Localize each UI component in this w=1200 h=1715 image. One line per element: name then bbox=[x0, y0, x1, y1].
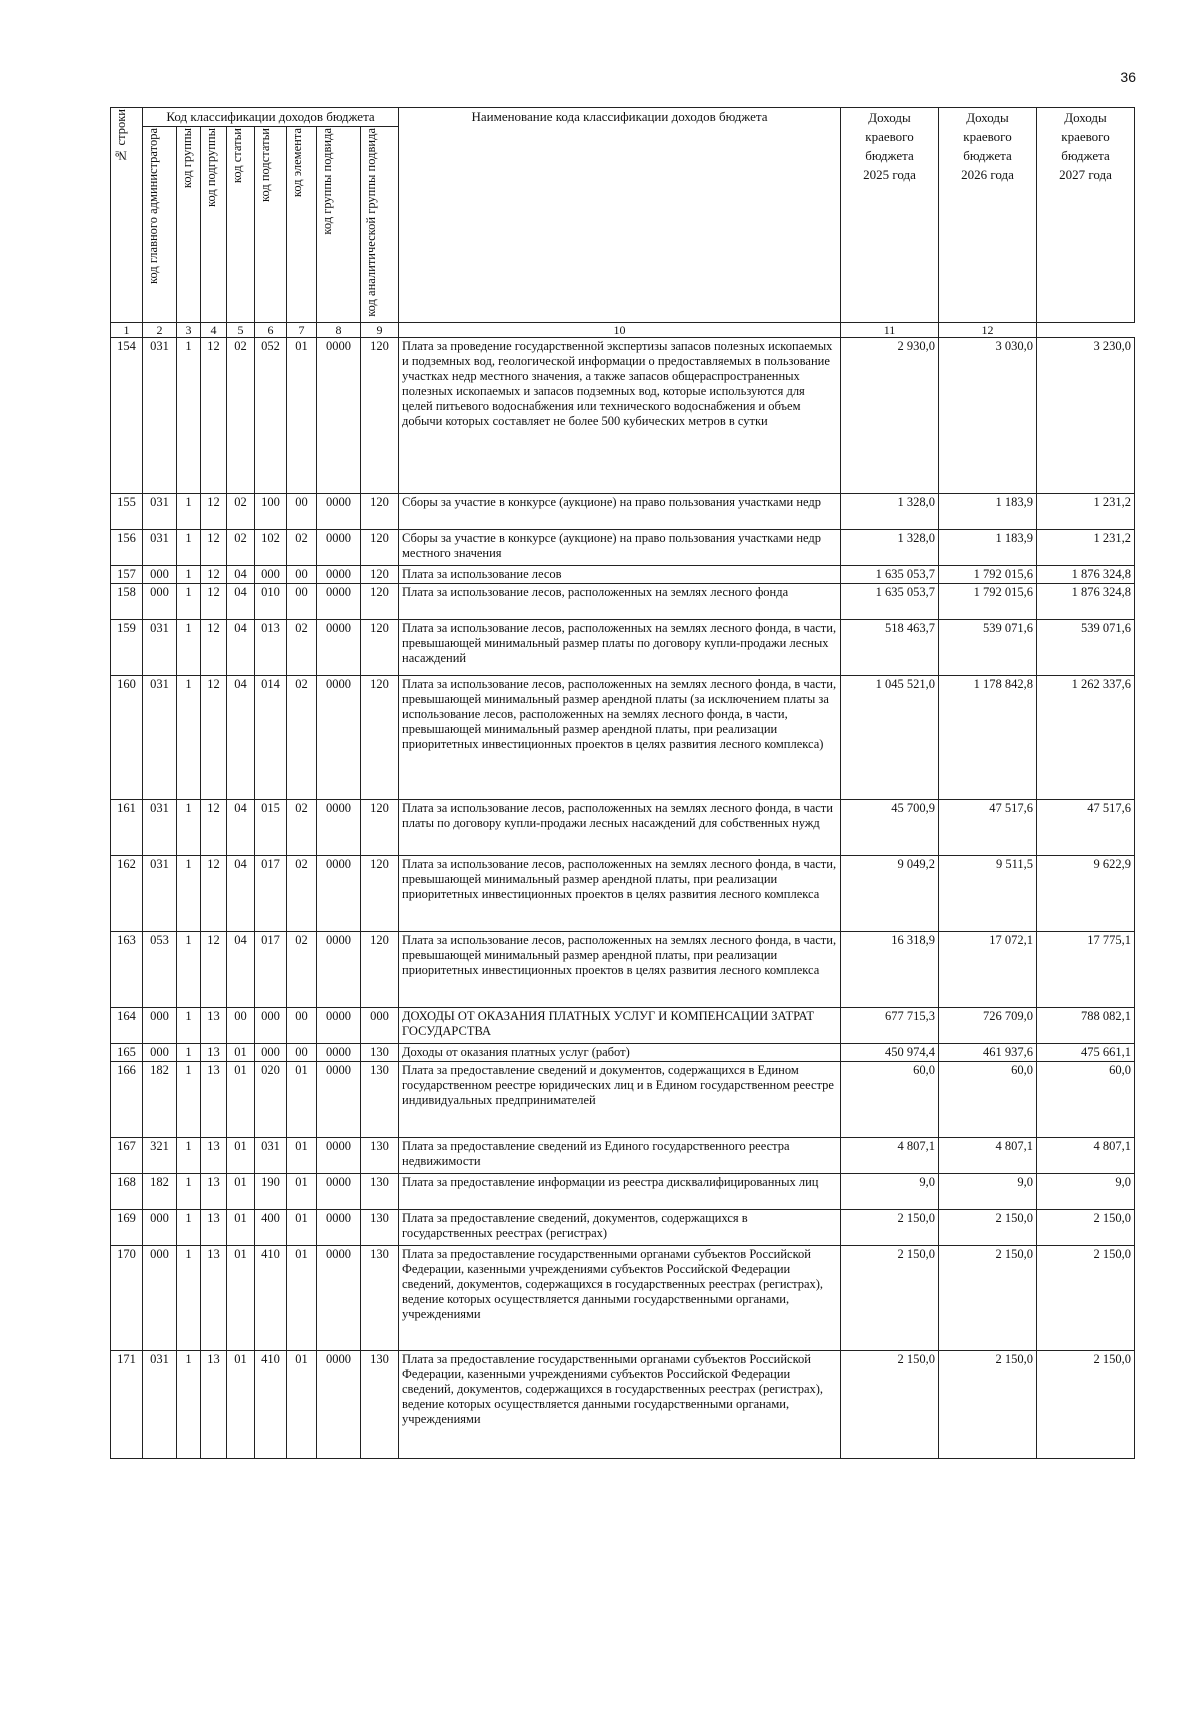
column-number: 10 bbox=[399, 322, 841, 337]
article-code-cell: 01 bbox=[227, 1062, 255, 1138]
subarticle-code-cell: 000 bbox=[255, 1044, 287, 1062]
subarticle-code-cell: 014 bbox=[255, 676, 287, 800]
subarticle-code-cell: 020 bbox=[255, 1062, 287, 1138]
analytic-group-code-cell: 120 bbox=[361, 856, 399, 932]
article-code-cell: 04 bbox=[227, 932, 255, 1008]
element-code-cell: 00 bbox=[287, 584, 317, 620]
row-number-cell: 157 bbox=[111, 566, 143, 584]
subarticle-code-cell: 017 bbox=[255, 932, 287, 1008]
revenue-name-cell: Плата за использование лесов, расположенных на землях лесного фонда, в части, превышающей минимальный размер платы по договору купли-продажи лесных насаждений bbox=[399, 620, 841, 676]
revenue-2025-cell: 1 635 053,7 bbox=[841, 566, 939, 584]
revenue-2027-cell: 1 876 324,8 bbox=[1037, 566, 1135, 584]
table-row bbox=[111, 1062, 1135, 1138]
header-year-2025: Доходы краевого бюджета 2025 года bbox=[841, 108, 939, 323]
revenue-2027-cell: 9 622,9 bbox=[1037, 856, 1135, 932]
revenue-name-cell: Плата за использование лесов, расположенных на землях лесного фонда bbox=[399, 584, 841, 620]
subtype-group-code-cell: 0000 bbox=[317, 338, 361, 494]
row-number-cell: 166 bbox=[111, 1062, 143, 1138]
revenue-name-cell: Плата за предоставление сведений и документов, содержащихся в Едином государственном реестре юридических лиц и в Едином государственном реестре индивидуальных предпринимателей bbox=[399, 1062, 841, 1138]
revenue-2027-cell: 1 231,2 bbox=[1037, 494, 1135, 530]
revenue-2026-cell: 47 517,6 bbox=[939, 800, 1037, 856]
group-code-cell: 1 bbox=[177, 932, 201, 1008]
column-number: 5 bbox=[227, 322, 255, 337]
element-code-cell: 00 bbox=[287, 1044, 317, 1062]
column-number: 4 bbox=[201, 322, 227, 337]
header-code-group: Код классификации доходов бюджета bbox=[143, 108, 399, 127]
group-code-cell: 1 bbox=[177, 530, 201, 566]
revenue-2026-cell: 17 072,1 bbox=[939, 932, 1037, 1008]
element-code-cell: 00 bbox=[287, 494, 317, 530]
revenue-name-cell: Плата за проведение государственной экспертизы запасов полезных ископаемых и подземных вод, геологической информации о предоставляемых в пользование участках недр местного значения, а также запасов общераспространенных полезных ископаемых и запасов подземных вод, которые используются для целей питьевого водоснабжения или технического водоснабжения и объем добычи которых составляет не более 500 кубических метров в сутки bbox=[399, 338, 841, 494]
revenue-2027-cell: 1 876 324,8 bbox=[1037, 584, 1135, 620]
analytic-group-code-cell: 000 bbox=[361, 1008, 399, 1044]
revenue-name-cell: Сборы за участие в конкурсе (аукционе) на право пользования участками недр местного значения bbox=[399, 530, 841, 566]
subgroup-code-cell: 13 bbox=[201, 1138, 227, 1174]
element-code-cell: 01 bbox=[287, 1246, 317, 1351]
row-number-cell: 159 bbox=[111, 620, 143, 676]
revenue-name-cell: Плата за предоставление государственными органами субъектов Российской Федерации, казенными учреждениями субъектов Российской Федерации сведений, документов, содержащихся в государственных реестрах (регистрах), ведение которых осуществляется данными государственными органами, учреждениями bbox=[399, 1351, 841, 1459]
column-number: 3 bbox=[177, 322, 201, 337]
element-code-cell: 01 bbox=[287, 338, 317, 494]
revenue-name-cell: Сборы за участие в конкурсе (аукционе) на право пользования участками недр bbox=[399, 494, 841, 530]
article-code-cell: 01 bbox=[227, 1138, 255, 1174]
element-code-cell: 02 bbox=[287, 856, 317, 932]
group-code-cell: 1 bbox=[177, 1138, 201, 1174]
table-row bbox=[111, 1174, 1135, 1210]
revenue-2027-cell: 2 150,0 bbox=[1037, 1246, 1135, 1351]
revenue-2026-cell: 2 150,0 bbox=[939, 1351, 1037, 1459]
element-code-cell: 02 bbox=[287, 932, 317, 1008]
revenue-2026-cell: 2 150,0 bbox=[939, 1246, 1037, 1351]
analytic-group-code-cell: 130 bbox=[361, 1174, 399, 1210]
table-row bbox=[111, 1246, 1135, 1351]
revenue-2026-cell: 726 709,0 bbox=[939, 1008, 1037, 1044]
revenue-2026-cell: 1 183,9 bbox=[939, 530, 1037, 566]
revenue-2027-cell: 2 150,0 bbox=[1037, 1210, 1135, 1246]
row-number-cell: 158 bbox=[111, 584, 143, 620]
subtype-group-code-cell: 0000 bbox=[317, 932, 361, 1008]
subtype-group-code-cell: 0000 bbox=[317, 584, 361, 620]
element-code-cell: 01 bbox=[287, 1210, 317, 1246]
revenue-2025-cell: 1 328,0 bbox=[841, 494, 939, 530]
row-number-cell: 164 bbox=[111, 1008, 143, 1044]
revenue-2025-cell: 677 715,3 bbox=[841, 1008, 939, 1044]
admin-code-cell: 000 bbox=[143, 566, 177, 584]
revenue-name-cell: Плата за использование лесов, расположенных на землях лесного фонда, в части, превышающей минимальный размер арендной платы (за исключением платы за использование лесов, расположенных на землях лесного фонда, в части, превышающей минимальный размер арендной платы, при реализации приоритетных инвестиционных проектов в целях развития лесного комплекса) bbox=[399, 676, 841, 800]
revenue-2025-cell: 1 635 053,7 bbox=[841, 584, 939, 620]
revenue-name-cell: Плата за использование лесов, расположенных на землях лесного фонда, в части платы по договору купли-продажи лесных насаждений для собственных нужд bbox=[399, 800, 841, 856]
revenue-2025-cell: 60,0 bbox=[841, 1062, 939, 1138]
row-number-cell: 170 bbox=[111, 1246, 143, 1351]
element-code-cell: 01 bbox=[287, 1174, 317, 1210]
group-code-cell: 1 bbox=[177, 1174, 201, 1210]
revenue-name-cell: Плата за предоставление информации из реестра дисквалифицированных лиц bbox=[399, 1174, 841, 1210]
admin-code-cell: 000 bbox=[143, 1008, 177, 1044]
row-number-cell: 165 bbox=[111, 1044, 143, 1062]
page-number: 36 bbox=[1120, 69, 1136, 85]
article-code-cell: 04 bbox=[227, 566, 255, 584]
row-number-cell: 167 bbox=[111, 1138, 143, 1174]
revenue-2027-cell: 539 071,6 bbox=[1037, 620, 1135, 676]
element-code-cell: 02 bbox=[287, 530, 317, 566]
admin-code-cell: 031 bbox=[143, 676, 177, 800]
admin-code-cell: 182 bbox=[143, 1174, 177, 1210]
column-number: 7 bbox=[287, 322, 317, 337]
subarticle-code-cell: 000 bbox=[255, 1008, 287, 1044]
article-code-cell: 02 bbox=[227, 338, 255, 494]
row-number-cell: 163 bbox=[111, 932, 143, 1008]
revenue-2025-cell: 4 807,1 bbox=[841, 1138, 939, 1174]
revenue-name-cell: Плата за предоставление государственными органами субъектов Российской Федерации, казенными учреждениями субъектов Российской Федерации сведений, документов, содержащихся в государственных реестрах (регистрах), ведение которых осуществляется данными государственными органами, учреждениями bbox=[399, 1246, 841, 1351]
revenue-2025-cell: 9 049,2 bbox=[841, 856, 939, 932]
header-admin-code: код главного администратора bbox=[143, 127, 177, 323]
subtype-group-code-cell: 0000 bbox=[317, 800, 361, 856]
revenue-2027-cell: 475 661,1 bbox=[1037, 1044, 1135, 1062]
analytic-group-code-cell: 120 bbox=[361, 566, 399, 584]
header-subtype-group-code: код группы подвида bbox=[317, 127, 361, 323]
header-article-code: код статьи bbox=[227, 127, 255, 323]
subgroup-code-cell: 13 bbox=[201, 1351, 227, 1459]
revenue-name-cell: Плата за использование лесов, расположенных на землях лесного фонда, в части, превышающей минимальный размер арендной платы, при реализации приоритетных инвестиционных проектов в целях развития лесного комплекса bbox=[399, 932, 841, 1008]
table-row bbox=[111, 1138, 1135, 1174]
table-row bbox=[111, 620, 1135, 676]
subtype-group-code-cell: 0000 bbox=[317, 1351, 361, 1459]
article-code-cell: 01 bbox=[227, 1351, 255, 1459]
subarticle-code-cell: 015 bbox=[255, 800, 287, 856]
table-row bbox=[111, 856, 1135, 932]
column-number: 6 bbox=[255, 322, 287, 337]
article-code-cell: 04 bbox=[227, 584, 255, 620]
subgroup-code-cell: 13 bbox=[201, 1210, 227, 1246]
subgroup-code-cell: 12 bbox=[201, 338, 227, 494]
subgroup-code-cell: 12 bbox=[201, 620, 227, 676]
group-code-cell: 1 bbox=[177, 800, 201, 856]
analytic-group-code-cell: 130 bbox=[361, 1246, 399, 1351]
revenue-2025-cell: 16 318,9 bbox=[841, 932, 939, 1008]
revenue-name-cell: Плата за использование лесов, расположенных на землях лесного фонда, в части, превышающей минимальный размер арендной платы, при реализации приоритетных инвестиционных проектов в целях развития лесного комплекса bbox=[399, 856, 841, 932]
analytic-group-code-cell: 120 bbox=[361, 530, 399, 566]
revenue-2025-cell: 2 150,0 bbox=[841, 1246, 939, 1351]
row-number-cell: 168 bbox=[111, 1174, 143, 1210]
element-code-cell: 02 bbox=[287, 676, 317, 800]
revenue-name-cell: Доходы от оказания платных услуг (работ) bbox=[399, 1044, 841, 1062]
subtype-group-code-cell: 0000 bbox=[317, 1246, 361, 1351]
row-number-cell: 154 bbox=[111, 338, 143, 494]
table-row bbox=[111, 1044, 1135, 1062]
row-number-cell: 171 bbox=[111, 1351, 143, 1459]
table-row bbox=[111, 1008, 1135, 1044]
element-code-cell: 00 bbox=[287, 566, 317, 584]
column-number: 9 bbox=[361, 322, 399, 337]
column-number-row bbox=[111, 322, 1135, 337]
revenue-2027-cell: 17 775,1 bbox=[1037, 932, 1135, 1008]
subtype-group-code-cell: 0000 bbox=[317, 620, 361, 676]
revenue-2025-cell: 1 045 521,0 bbox=[841, 676, 939, 800]
budget-revenue-table bbox=[110, 107, 1135, 1459]
table-row bbox=[111, 1351, 1135, 1459]
revenue-2027-cell: 4 807,1 bbox=[1037, 1138, 1135, 1174]
admin-code-cell: 000 bbox=[143, 1246, 177, 1351]
article-code-cell: 00 bbox=[227, 1008, 255, 1044]
table-body bbox=[111, 338, 1135, 1459]
revenue-name-cell: Плата за предоставление сведений из Единого государственного реестра недвижимости bbox=[399, 1138, 841, 1174]
element-code-cell: 01 bbox=[287, 1138, 317, 1174]
subgroup-code-cell: 12 bbox=[201, 584, 227, 620]
subgroup-code-cell: 13 bbox=[201, 1062, 227, 1138]
analytic-group-code-cell: 130 bbox=[361, 1044, 399, 1062]
article-code-cell: 01 bbox=[227, 1044, 255, 1062]
table-row bbox=[111, 338, 1135, 494]
analytic-group-code-cell: 130 bbox=[361, 1062, 399, 1138]
table-row bbox=[111, 566, 1135, 584]
table-row bbox=[111, 932, 1135, 1008]
group-code-cell: 1 bbox=[177, 1351, 201, 1459]
admin-code-cell: 182 bbox=[143, 1062, 177, 1138]
column-number: 8 bbox=[317, 322, 361, 337]
subtype-group-code-cell: 0000 bbox=[317, 676, 361, 800]
subtype-group-code-cell: 0000 bbox=[317, 1044, 361, 1062]
revenue-2026-cell: 461 937,6 bbox=[939, 1044, 1037, 1062]
admin-code-cell: 000 bbox=[143, 1210, 177, 1246]
admin-code-cell: 053 bbox=[143, 932, 177, 1008]
analytic-group-code-cell: 120 bbox=[361, 932, 399, 1008]
table-row bbox=[111, 530, 1135, 566]
subarticle-code-cell: 000 bbox=[255, 566, 287, 584]
header-row-number: № строки bbox=[111, 108, 143, 323]
revenue-2025-cell: 450 974,4 bbox=[841, 1044, 939, 1062]
revenue-2027-cell: 788 082,1 bbox=[1037, 1008, 1135, 1044]
subarticle-code-cell: 102 bbox=[255, 530, 287, 566]
table-row bbox=[111, 584, 1135, 620]
article-code-cell: 01 bbox=[227, 1210, 255, 1246]
subtype-group-code-cell: 0000 bbox=[317, 856, 361, 932]
admin-code-cell: 031 bbox=[143, 1351, 177, 1459]
column-number: 2 bbox=[143, 322, 177, 337]
header-element-code: код элемента bbox=[287, 127, 317, 323]
subtype-group-code-cell: 0000 bbox=[317, 494, 361, 530]
column-number: 12 bbox=[939, 322, 1037, 337]
header-analytic-group-code: код аналитической группы подвида bbox=[361, 127, 399, 323]
group-code-cell: 1 bbox=[177, 566, 201, 584]
element-code-cell: 02 bbox=[287, 800, 317, 856]
subarticle-code-cell: 190 bbox=[255, 1174, 287, 1210]
group-code-cell: 1 bbox=[177, 1008, 201, 1044]
subarticle-code-cell: 410 bbox=[255, 1351, 287, 1459]
revenue-2026-cell: 4 807,1 bbox=[939, 1138, 1037, 1174]
analytic-group-code-cell: 120 bbox=[361, 800, 399, 856]
subgroup-code-cell: 12 bbox=[201, 676, 227, 800]
subtype-group-code-cell: 0000 bbox=[317, 566, 361, 584]
table-row bbox=[111, 800, 1135, 856]
revenue-2025-cell: 2 150,0 bbox=[841, 1210, 939, 1246]
admin-code-cell: 031 bbox=[143, 800, 177, 856]
analytic-group-code-cell: 130 bbox=[361, 1210, 399, 1246]
revenue-2026-cell: 3 030,0 bbox=[939, 338, 1037, 494]
subgroup-code-cell: 12 bbox=[201, 530, 227, 566]
column-number: 11 bbox=[841, 322, 939, 337]
article-code-cell: 01 bbox=[227, 1246, 255, 1351]
revenue-2025-cell: 1 328,0 bbox=[841, 530, 939, 566]
revenue-name-cell: Плата за использование лесов bbox=[399, 566, 841, 584]
subgroup-code-cell: 12 bbox=[201, 856, 227, 932]
revenue-2026-cell: 9,0 bbox=[939, 1174, 1037, 1210]
subarticle-code-cell: 052 bbox=[255, 338, 287, 494]
revenue-2026-cell: 1 183,9 bbox=[939, 494, 1037, 530]
admin-code-cell: 031 bbox=[143, 338, 177, 494]
header-group-code: код группы bbox=[177, 127, 201, 323]
subgroup-code-cell: 13 bbox=[201, 1008, 227, 1044]
revenue-2026-cell: 9 511,5 bbox=[939, 856, 1037, 932]
table-row bbox=[111, 1210, 1135, 1246]
subtype-group-code-cell: 0000 bbox=[317, 1174, 361, 1210]
revenue-2027-cell: 2 150,0 bbox=[1037, 1351, 1135, 1459]
header-subarticle-code: код подстатьи bbox=[255, 127, 287, 323]
group-code-cell: 1 bbox=[177, 676, 201, 800]
element-code-cell: 00 bbox=[287, 1008, 317, 1044]
revenue-2027-cell: 47 517,6 bbox=[1037, 800, 1135, 856]
subtype-group-code-cell: 0000 bbox=[317, 1062, 361, 1138]
revenue-2027-cell: 1 231,2 bbox=[1037, 530, 1135, 566]
revenue-2026-cell: 539 071,6 bbox=[939, 620, 1037, 676]
subarticle-code-cell: 100 bbox=[255, 494, 287, 530]
admin-code-cell: 031 bbox=[143, 856, 177, 932]
group-code-cell: 1 bbox=[177, 1210, 201, 1246]
subarticle-code-cell: 013 bbox=[255, 620, 287, 676]
subtype-group-code-cell: 0000 bbox=[317, 530, 361, 566]
group-code-cell: 1 bbox=[177, 1044, 201, 1062]
analytic-group-code-cell: 130 bbox=[361, 1138, 399, 1174]
subgroup-code-cell: 12 bbox=[201, 566, 227, 584]
subgroup-code-cell: 12 bbox=[201, 800, 227, 856]
article-code-cell: 04 bbox=[227, 856, 255, 932]
revenue-2025-cell: 2 930,0 bbox=[841, 338, 939, 494]
element-code-cell: 01 bbox=[287, 1062, 317, 1138]
article-code-cell: 04 bbox=[227, 800, 255, 856]
subtype-group-code-cell: 0000 bbox=[317, 1138, 361, 1174]
revenue-2025-cell: 2 150,0 bbox=[841, 1351, 939, 1459]
group-code-cell: 1 bbox=[177, 856, 201, 932]
revenue-2026-cell: 1 792 015,6 bbox=[939, 566, 1037, 584]
row-number-cell: 169 bbox=[111, 1210, 143, 1246]
subarticle-code-cell: 017 bbox=[255, 856, 287, 932]
admin-code-cell: 031 bbox=[143, 620, 177, 676]
table-row bbox=[111, 676, 1135, 800]
group-code-cell: 1 bbox=[177, 584, 201, 620]
subarticle-code-cell: 410 bbox=[255, 1246, 287, 1351]
article-code-cell: 04 bbox=[227, 620, 255, 676]
group-code-cell: 1 bbox=[177, 620, 201, 676]
revenue-2026-cell: 1 178 842,8 bbox=[939, 676, 1037, 800]
subtype-group-code-cell: 0000 bbox=[317, 1008, 361, 1044]
subgroup-code-cell: 13 bbox=[201, 1044, 227, 1062]
subgroup-code-cell: 13 bbox=[201, 1174, 227, 1210]
analytic-group-code-cell: 120 bbox=[361, 338, 399, 494]
revenue-2025-cell: 518 463,7 bbox=[841, 620, 939, 676]
header-year-2026: Доходы краевого бюджета 2026 года bbox=[939, 108, 1037, 323]
revenue-name-cell: Плата за предоставление сведений, документов, содержащихся в государственных реестрах (регистрах) bbox=[399, 1210, 841, 1246]
revenue-2027-cell: 1 262 337,6 bbox=[1037, 676, 1135, 800]
article-code-cell: 04 bbox=[227, 676, 255, 800]
revenue-2027-cell: 9,0 bbox=[1037, 1174, 1135, 1210]
row-number-cell: 156 bbox=[111, 530, 143, 566]
article-code-cell: 01 bbox=[227, 1174, 255, 1210]
table-row bbox=[111, 494, 1135, 530]
revenue-2025-cell: 45 700,9 bbox=[841, 800, 939, 856]
analytic-group-code-cell: 120 bbox=[361, 620, 399, 676]
element-code-cell: 02 bbox=[287, 620, 317, 676]
revenue-name-cell: ДОХОДЫ ОТ ОКАЗАНИЯ ПЛАТНЫХ УСЛУГ И КОМПЕНСАЦИИ ЗАТРАТ ГОСУДАРСТВА bbox=[399, 1008, 841, 1044]
revenue-2026-cell: 2 150,0 bbox=[939, 1210, 1037, 1246]
admin-code-cell: 000 bbox=[143, 584, 177, 620]
header-year-2027: Доходы краевого бюджета 2027 года bbox=[1037, 108, 1135, 323]
subgroup-code-cell: 12 bbox=[201, 932, 227, 1008]
subarticle-code-cell: 010 bbox=[255, 584, 287, 620]
column-number: 1 bbox=[111, 322, 143, 337]
header-name: Наименование кода классификации доходов бюджета bbox=[399, 108, 841, 323]
revenue-2027-cell: 60,0 bbox=[1037, 1062, 1135, 1138]
subarticle-code-cell: 400 bbox=[255, 1210, 287, 1246]
row-number-cell: 161 bbox=[111, 800, 143, 856]
admin-code-cell: 000 bbox=[143, 1044, 177, 1062]
revenue-2026-cell: 1 792 015,6 bbox=[939, 584, 1037, 620]
subtype-group-code-cell: 0000 bbox=[317, 1210, 361, 1246]
group-code-cell: 1 bbox=[177, 494, 201, 530]
subgroup-code-cell: 13 bbox=[201, 1246, 227, 1351]
revenue-2026-cell: 60,0 bbox=[939, 1062, 1037, 1138]
subarticle-code-cell: 031 bbox=[255, 1138, 287, 1174]
admin-code-cell: 321 bbox=[143, 1138, 177, 1174]
row-number-cell: 160 bbox=[111, 676, 143, 800]
revenue-2025-cell: 9,0 bbox=[841, 1174, 939, 1210]
group-code-cell: 1 bbox=[177, 338, 201, 494]
analytic-group-code-cell: 120 bbox=[361, 494, 399, 530]
analytic-group-code-cell: 120 bbox=[361, 584, 399, 620]
analytic-group-code-cell: 130 bbox=[361, 1351, 399, 1459]
row-number-cell: 162 bbox=[111, 856, 143, 932]
article-code-cell: 02 bbox=[227, 530, 255, 566]
analytic-group-code-cell: 120 bbox=[361, 676, 399, 800]
row-number-cell: 155 bbox=[111, 494, 143, 530]
admin-code-cell: 031 bbox=[143, 494, 177, 530]
article-code-cell: 02 bbox=[227, 494, 255, 530]
header-subgroup-code: код подгруппы bbox=[201, 127, 227, 323]
group-code-cell: 1 bbox=[177, 1246, 201, 1351]
group-code-cell: 1 bbox=[177, 1062, 201, 1138]
subgroup-code-cell: 12 bbox=[201, 494, 227, 530]
admin-code-cell: 031 bbox=[143, 530, 177, 566]
revenue-2027-cell: 3 230,0 bbox=[1037, 338, 1135, 494]
element-code-cell: 01 bbox=[287, 1351, 317, 1459]
